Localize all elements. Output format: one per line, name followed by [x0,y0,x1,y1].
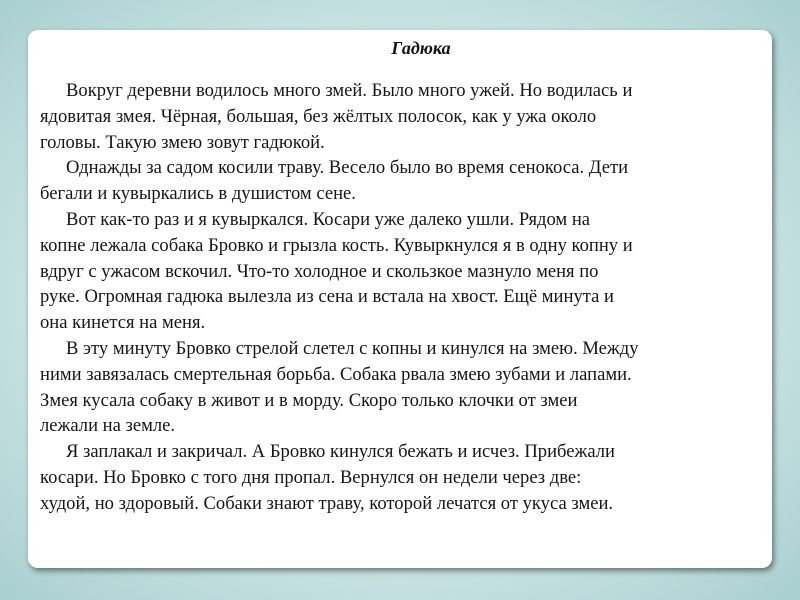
paragraph-line: ними завязалась смертельная борьба. Собака рвала змею зубами и лапами. [40,363,632,385]
paragraph-1 [40,78,762,155]
paragraph-line: она кинется на меня. [40,312,206,334]
paragraph-line: головы. Такую змею зовут гадюкой. [40,131,325,153]
paragraph-2 [40,155,762,207]
paragraph-line: бегали и кувыркались в душистом сене. [40,183,356,205]
paragraph-line: копне лежала собака Бровко и грызла кость. Кувыркнулся я в одну копну и [40,234,633,256]
paragraph-4 [40,336,762,439]
paragraph-line: худой, но здоровый. Собаки знают траву, которой лечатся от укуса змеи. [40,492,614,514]
paragraph-line: руке. Огромная гадюка вылезла из сена и встала на хвост. Ещё минута и [40,286,614,308]
paragraph-line: Змея кусала собаку в живот и в морду. Скоро только клочки от змеи [40,389,578,411]
paragraph-5 [40,439,762,516]
paragraph-3 [40,207,762,336]
story-title: Гадюка [391,38,451,58]
paragraph-line: вдруг с ужасом вскочил. Что-то холодное и скользкое мазнуло меня по [40,260,599,282]
paragraph-line: ядовитая змея. Чёрная, большая, без жёлтых полосок, как у ужа около [40,105,597,127]
paragraph-line: косари. Но Бровко с того дня пропал. Вернулся он недели через две: [40,466,582,488]
paragraph-line: лежали на земле. [40,415,176,437]
paragraph-line: В эту минуту Бровко стрелой слетел с копны и кинулся на змею. Между [66,337,639,359]
paragraph-line: Однажды за садом косили траву. Весело было во время сенокоса. Дети [66,157,629,179]
paragraph-line: Я заплакал и закричал. А Бровко кинулся бежать и исчез. Прибежали [66,441,615,463]
paragraph-line: Вокруг деревни водилось много змей. Было много ужей. Но водилась и [66,80,633,101]
document-card [28,30,772,568]
paragraph-line: Вот как-то раз и я кувыркался. Косари уже далеко ушли. Рядом на [66,208,591,230]
